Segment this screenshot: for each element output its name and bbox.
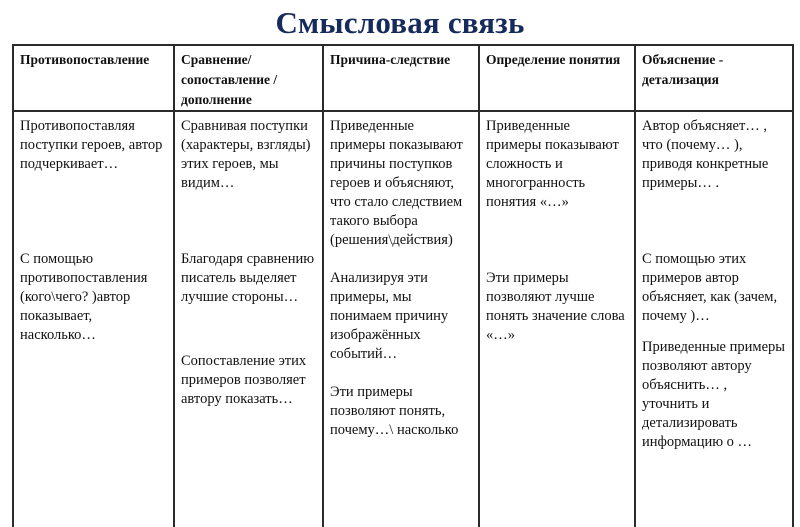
- cell-explanation: [635, 111, 793, 527]
- cell-text: Приведенные примеры позволяют автору объяснить… , уточнить и детализировать информацию о …: [642, 339, 785, 450]
- table-header-row: [13, 45, 793, 111]
- cell-text: Эти примеры позволяют лучше понять значение слова «…»: [486, 270, 625, 343]
- cell-text: Приведенные примеры показывают причины поступков героев и объясняют, что стало следствием такого выбора (решения\действия): [330, 118, 463, 248]
- cell-text: С помощью этих примеров автор объясняет, как (зачем, почему )…: [642, 251, 778, 324]
- cell-text: Автор объясняет… , что (почему… ), приводя конкретные примеры… .: [642, 118, 769, 191]
- cell-text: Сравнивая поступки (характеры, взгляды) этих героев, мы видим…: [181, 118, 311, 191]
- cell-contrast: [13, 111, 174, 527]
- cell-text: Благодаря сравнению писатель выделяет лучшие стороны…: [181, 251, 315, 305]
- cell-text: Сопоставление этих примеров позволяет автору показать…: [181, 353, 307, 407]
- header-contrast: Противопоставление: [13, 45, 174, 111]
- semantic-link-table: [12, 44, 794, 527]
- cell-text: С помощью противопоставления (кого\чего? )автор показывает, насколько…: [20, 251, 148, 343]
- cell-text: Противопоставляя поступки героев, автор подчеркивает…: [20, 118, 163, 172]
- cell-definition: [479, 111, 635, 527]
- cell-text: Эти примеры позволяют понять, почему…\ насколько: [330, 384, 459, 438]
- cell-text: Анализируя эти примеры, мы понимаем причину изображённых событий…: [330, 270, 449, 362]
- header-explanation: Объяснение - детализация: [635, 45, 793, 111]
- header-definition: Определение понятия: [479, 45, 635, 111]
- cell-comparison: [174, 111, 323, 527]
- table-row: [13, 111, 793, 527]
- cell-text: Приведенные примеры показывают сложность и многогранность понятия «…»: [486, 118, 619, 210]
- header-cause-effect: Причина-следствие: [323, 45, 479, 111]
- page-title: Смысловая связь: [275, 5, 525, 40]
- cell-cause-effect: [323, 111, 479, 527]
- header-comparison: Сравнение/ сопоставление / дополнение: [174, 45, 323, 111]
